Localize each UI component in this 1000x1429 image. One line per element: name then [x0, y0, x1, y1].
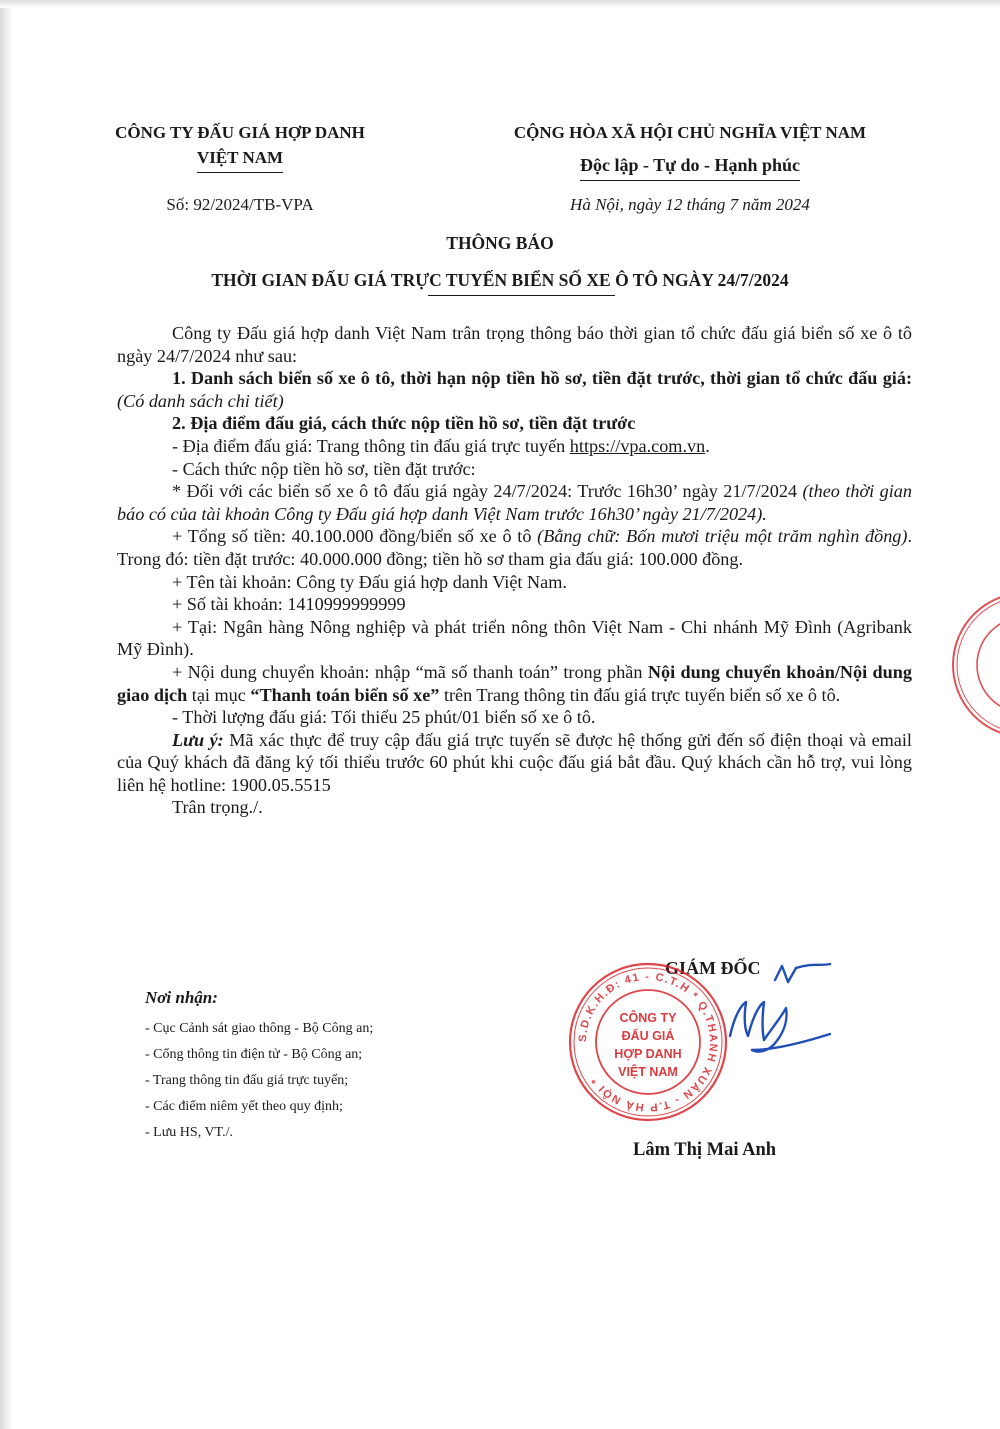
account-number: + Số tài khoản: 1410999999999 — [172, 594, 406, 615]
handwritten-signature — [700, 958, 840, 1068]
total-text: + Tổng số tiền: 40.100.000 đồng/biển số xe ô tô — [172, 526, 538, 547]
title-underline — [428, 295, 615, 296]
transfer-text: + Nội dung chuyển khoản: nhập “mã số thanh toán” trong phần — [172, 661, 648, 682]
document-title: THỜI GIAN ĐẤU GIÁ TRỰC TUYẾN BIỂN SỐ XE Ô TÔ NGÀY 24/7/2024 — [211, 270, 789, 290]
transfer-section-name: “Thanh toán biển số xe” — [250, 684, 440, 705]
org-name-line2: VIỆT NAM — [197, 145, 283, 173]
transfer-field-name: Nội dung chuyển khoản/Nội dung giao dịch — [117, 661, 912, 705]
org-name-line1: CÔNG TY ĐẤU GIÁ HỢP DANH — [115, 123, 365, 142]
transfer-content — [117, 661, 912, 706]
intro-paragraph: Công ty Đấu giá hợp danh Việt Nam trân trọng thông báo thời gian tổ chức đấu giá biển số xe ô tô ngày 24/7/2024 như sau: — [117, 323, 912, 366]
total-breakdown: . Trong đó: tiền đặt trước: 40.000.000 đồng; tiền hồ sơ tham gia đấu giá: 100.000 đồng. — [117, 526, 912, 569]
section-1-heading: 1. Danh sách biển số xe ô tô, thời hạn nộp tiền hồ sơ, tiền đặt trước, thời gian tổ chức đấu giá: — [172, 368, 912, 389]
location-text: - Địa điểm đấu giá: Trang thông tin đấu giá trực tuyến — [172, 435, 570, 456]
seal-line3: HỢP DANH — [614, 1047, 682, 1061]
seal-ring-text: S.D.K.H.Đ: 41 - C.T.H * Q.THANH XUÂN - T.P HÀ NỘI * — [576, 970, 720, 1114]
account-name: + Tên tài khoản: Công ty Đấu giá hợp danh Việt Nam. — [172, 571, 567, 592]
signer-title: GIÁM ĐỐC — [665, 958, 761, 978]
closing-line: Trân trọng./. — [172, 797, 263, 818]
payment-method: - Cách thức nộp tiền hồ sơ, tiền đặt trước: — [172, 458, 476, 479]
note-paragraph — [117, 729, 912, 797]
note-text: Mã xác thực để truy cập đấu giá trực tuyến sẽ được hệ thống gửi đến số điện thoại và email của Quý khách đã đăng ký tối thiểu trước 60 phút khi cuộc đấu giá bắt đầu. Quý khách cần hỗ trợ, vui lòng liên hệ hotline: 1900.05.5515 — [117, 729, 912, 795]
recipient-item: - Lưu HS, VT./. — [145, 1125, 233, 1140]
bank-name: + Tại: Ngân hàng Nông nghiệp và phát triển nông thôn Việt Nam - Chi nhánh Mỹ Đình (Agribank Mỹ Đình). — [117, 616, 912, 660]
seal-line4: VIỆT NAM — [618, 1065, 678, 1079]
recipient-item: - Cục Cảnh sát giao thông - Bộ Công an; — [145, 1021, 374, 1036]
recipient-item: - Các điểm niêm yết theo quy định; — [145, 1099, 343, 1114]
note-label: Lưu ý: — [172, 729, 224, 750]
seal-line1: CÔNG TY — [619, 1011, 677, 1025]
partial-seal-edge — [930, 590, 1000, 740]
total-in-words: (Bằng chữ: Bốn mươi triệu một trăm nghìn đồng) — [537, 526, 908, 547]
section-1-note: (Có danh sách chi tiết) — [117, 390, 284, 411]
recipient-item: - Trang thông tin đấu giá trực tuyến; — [145, 1073, 349, 1088]
document-number: Số: 92/2024/TB-VPA — [166, 195, 314, 214]
deadline-text: * Đối với các biển số xe ô tô đấu giá ngày 24/7/2024: Trước 16h30’ ngày 21/7/2024 — [172, 481, 798, 502]
page-edge-shadow — [0, 0, 14, 1429]
organization-header — [70, 120, 410, 173]
payment-deadline — [117, 480, 912, 525]
recipient-item: - Cổng thông tin điện tử - Bộ Công an; — [145, 1047, 363, 1062]
place-date: Hà Nội, ngày 12 tháng 7 năm 2024 — [570, 195, 810, 214]
total-amount — [117, 525, 912, 570]
country-name: CỘNG HÒA XÃ HỘI CHỦ NGHĨA VIỆT NAM — [513, 123, 867, 142]
location-suffix: . — [705, 435, 710, 456]
recipients-label: Nơi nhận: — [145, 988, 218, 1007]
auction-location — [117, 435, 912, 458]
document-body — [117, 322, 912, 819]
transfer-mid: tại mục — [187, 684, 251, 705]
signer-name: Lâm Thị Mai Anh — [633, 1140, 777, 1160]
national-header — [470, 120, 910, 181]
page-top-shadow — [0, 0, 1000, 8]
document-type: THÔNG BÁO — [446, 233, 554, 253]
section-2-heading: 2. Địa điểm đấu giá, cách thức nộp tiền hồ sơ, tiền đặt trước — [172, 413, 636, 434]
auction-duration: - Thời lượng đấu giá: Tối thiểu 25 phút/01 biển số xe ô tô. — [172, 707, 596, 728]
national-motto: Độc lập - Tự do - Hạnh phúc — [580, 153, 800, 181]
deadline-note: (theo thời gian báo có của tài khoản Công ty Đấu giá hợp danh Việt Nam trước 16h30’ ngày 21/7/2024). — [117, 481, 912, 524]
auction-website-link[interactable]: https://vpa.com.vn — [569, 435, 706, 456]
recipients-list — [145, 1016, 373, 1146]
seal-line2: ĐẤU GIÁ — [621, 1029, 675, 1043]
section-1 — [117, 367, 912, 412]
transfer-suffix: trên Trang thông tin đấu giá trực tuyến biển số xe ô tô. — [439, 684, 841, 705]
